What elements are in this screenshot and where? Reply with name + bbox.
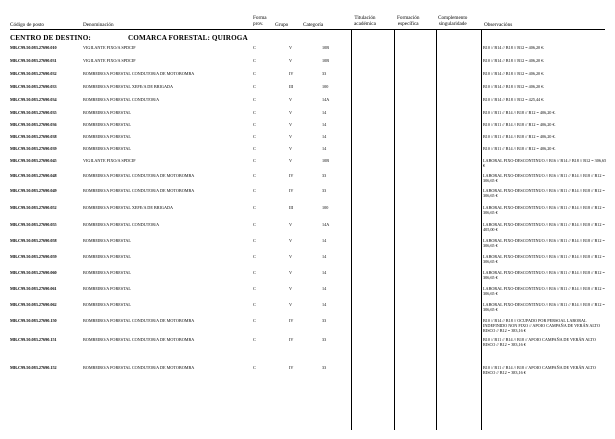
cell-grupo: IV — [289, 318, 294, 323]
cell-grupo: V — [289, 238, 293, 243]
cell-denominacion: BOMBEIRO/A FORESTAL — [83, 254, 131, 259]
cell-denominacion: BOMBEIRO/A FORESTAL — [83, 270, 131, 275]
cell-forma-prov: C — [253, 122, 256, 127]
header-titulacion: Titulación académica — [354, 15, 376, 27]
cell-observacions: LABORAL FIXO-DESCONTINUO // B16 // B11 // B14 // B18 // B12 = 405,00 € — [483, 222, 605, 233]
header-categoria: Categoría — [303, 22, 324, 28]
cell-grupo: IV — [289, 337, 294, 342]
cell-forma-prov: C — [253, 45, 256, 50]
cell-denominacion: BOMBEIRO/A FORESTAL CONDUTOR/A — [83, 222, 160, 227]
cell-codigo: MR.C99.50.083.27690.031 — [10, 58, 57, 63]
cell-forma-prov: C — [253, 238, 256, 243]
cell-codigo: MR.C99.50.083.27690.061 — [10, 286, 57, 291]
cell-denominacion: BOMBEIRO/A FORESTAL — [83, 134, 131, 139]
cell-denominacion: BOMBEIRO/A FORESTAL — [83, 146, 131, 151]
header-forma-prov: Forma prov. — [253, 15, 267, 27]
cell-categoria: 10B — [322, 158, 329, 163]
cell-forma-prov: C — [253, 71, 256, 76]
cell-observacions: LABORAL FIXO-DESCONTINUO // B16 // B14 // B18 // B12 = 306,65 € — [483, 158, 607, 169]
cell-denominacion: BOMBEIRO/A FORESTAL — [83, 238, 131, 243]
cell-categoria: 33 — [322, 365, 327, 370]
cell-denominacion: BOMBEIRO/A FORESTAL — [83, 122, 131, 127]
cell-observacions: B10 // B11 // B14 // B18 // B12 = 406,20 €. — [483, 122, 556, 127]
cell-categoria: 14A — [322, 222, 330, 227]
cell-grupo: IV — [289, 365, 294, 370]
cell-grupo: III — [289, 84, 294, 89]
cell-categoria: 14 — [322, 302, 327, 307]
cell-categoria: 10B — [322, 58, 329, 63]
cell-forma-prov: C — [253, 365, 256, 370]
cell-denominacion: BOMBEIRO/A FORESTAL CONDUTOR/A DE MOTOBOMBA — [83, 173, 195, 178]
cell-codigo: MR.C99.50.083.27690.033 — [10, 84, 57, 89]
column-divider — [394, 30, 395, 430]
cell-observacions: LABORAL FIXO-DESCONTINUO // B16 // B11 // B14 // B18 // B12 = 306,65 € — [483, 205, 605, 216]
cell-categoria: 14 — [322, 122, 327, 127]
cell-denominacion: BOMBEIRO/A FORESTAL — [83, 286, 131, 291]
cell-codigo: MR.C99.50.083.27690.010 — [10, 45, 57, 50]
cell-observacions: LABORAL FIXO-DESCONTINUO // B16 // B11 // B14 // B18 // B12 = 306,65 € — [483, 188, 605, 199]
cell-denominacion: BOMBEIRO/A FORESTAL CONDUTOR/A DE MOTOBOMBA — [83, 188, 195, 193]
cell-denominacion: BOMBEIRO/A FORESTAL — [83, 110, 131, 115]
cell-grupo: V — [289, 58, 293, 63]
cell-denominacion: BOMBEIRO/A FORESTAL XEFE/A DE BRIGADA — [83, 84, 174, 89]
cell-grupo: V — [289, 45, 293, 50]
header-denominacion: Denominación — [83, 22, 114, 28]
cell-categoria: 14 — [322, 146, 327, 151]
cell-grupo: V — [289, 122, 293, 127]
centro-value: COMARCA FORESTAL: QUIROGA — [128, 34, 248, 42]
cell-categoria: 10B — [322, 45, 329, 50]
cell-codigo: MR.C99.50.083.27690.034 — [10, 97, 57, 102]
cell-categoria: 100 — [322, 84, 329, 89]
cell-categoria: 33 — [322, 318, 327, 323]
cell-codigo: MR.C99.50.083.27690.151 — [10, 337, 57, 342]
header-formacion: Formación específica — [397, 15, 420, 27]
cell-codigo: MR.C99.50.083.27690.062 — [10, 302, 57, 307]
centro-label: CENTRO DE DESTINO: — [10, 34, 91, 42]
cell-grupo: IV — [289, 71, 294, 76]
cell-codigo: MR.C99.50.083.27690.058 — [10, 238, 57, 243]
cell-codigo: MR.C99.50.083.27690.032 — [10, 71, 57, 76]
cell-observacions: B10 // B14 // B18 // B12 = 406,20 €. — [483, 58, 545, 63]
cell-forma-prov: C — [253, 254, 256, 259]
cell-categoria: 14 — [322, 286, 327, 291]
cell-categoria: 14A — [322, 97, 330, 102]
cell-denominacion: VIGILANTE FIXO/A SPDCIF — [83, 45, 136, 50]
cell-forma-prov: C — [253, 205, 256, 210]
cell-categoria: 14 — [322, 238, 327, 243]
header-rule — [10, 29, 605, 30]
cell-denominacion: BOMBEIRO/A FORESTAL CONDUTOR/A DE MOTOBOMBA — [83, 71, 195, 76]
column-divider — [351, 30, 352, 430]
cell-categoria: 33 — [322, 173, 327, 178]
cell-observacions: B10 // B11 // B14 // B18 // B12 = 406,20 €. — [483, 134, 556, 139]
cell-codigo: MR.C99.50.083.27690.049 — [10, 188, 57, 193]
cell-codigo: MR.C99.50.083.27690.045 — [10, 158, 57, 163]
cell-observacions: B10 // B14 // B18 // OCUPADO POR PERSOAL LABORAL INDEFINIDO NON FIXO // APOIO CAMPAÑA DE VERÁN ALTO RISCO // B12 = 383,16 € — [483, 318, 601, 334]
cell-forma-prov: C — [253, 110, 256, 115]
cell-observacions: LABORAL FIXO-DESCONTINUO // B16 // B11 // B14 // B18 // B12 = 306,65 € — [483, 270, 605, 281]
cell-codigo: MR.C99.50.083.27690.052 — [10, 205, 57, 210]
cell-grupo: V — [289, 110, 293, 115]
cell-codigo: MR.C99.50.083.27690.038 — [10, 134, 57, 139]
cell-codigo: MR.C99.50.083.27690.060 — [10, 270, 57, 275]
cell-codigo: MR.C99.50.083.27690.048 — [10, 173, 57, 178]
column-divider — [436, 30, 437, 430]
cell-grupo: V — [289, 134, 293, 139]
cell-observacions: LABORAL FIXO-DESCONTINUO // B16 // B11 // B14 // B18 // B12 = 306,65 € — [483, 302, 605, 313]
cell-denominacion: BOMBEIRO/A FORESTAL — [83, 302, 131, 307]
header-grupo: Grupo — [275, 22, 289, 28]
cell-categoria: 14 — [322, 134, 327, 139]
centro-destino — [10, 34, 248, 42]
cell-grupo: III — [289, 205, 294, 210]
cell-denominacion: BOMBEIRO/A FORESTAL CONDUTOR/A DE MOTOBOMBA — [83, 365, 195, 370]
cell-forma-prov: C — [253, 158, 256, 163]
cell-grupo: V — [289, 158, 293, 163]
cell-grupo: IV — [289, 188, 294, 193]
cell-observacions: B10 // B14 // B18 // B12 = 406,20 €. — [483, 71, 545, 76]
cell-observacions: B10 // B14 // B18 // B12 = 425,44 €. — [483, 97, 545, 102]
cell-denominacion: BOMBEIRO/A FORESTAL XEFE/A DE BRIGADA — [83, 205, 174, 210]
cell-forma-prov: C — [253, 270, 256, 275]
cell-forma-prov: C — [253, 286, 256, 291]
cell-grupo: V — [289, 270, 293, 275]
header-observacions: Observacións — [484, 22, 513, 28]
cell-forma-prov: C — [253, 173, 256, 178]
cell-observacions: B10 // B14 // B18 // B12 = 406,20 €. — [483, 45, 545, 50]
cell-codigo: MR.C99.50.083.27690.036 — [10, 122, 57, 127]
cell-observacions: B10 // B14 // B18 // B12 = 406,20 €. — [483, 84, 545, 89]
cell-categoria: 33 — [322, 188, 327, 193]
cell-observacions: B10 // B11 // B14 // B18 // B12 = 406,20 €. — [483, 110, 556, 115]
cell-categoria: 33 — [322, 337, 327, 342]
cell-grupo: V — [289, 97, 293, 102]
cell-grupo: V — [289, 286, 293, 291]
cell-codigo: MR.C99.50.083.27690.055 — [10, 222, 57, 227]
cell-categoria: 14 — [322, 254, 327, 259]
cell-observacions: LABORAL FIXO-DESCONTINUO // B16 // B11 // B14 // B18 // B12 = 306,65 € — [483, 238, 605, 249]
cell-forma-prov: C — [253, 134, 256, 139]
cell-grupo: V — [289, 302, 293, 307]
cell-observacions: B10 // B11 // B14 // B18 // APOIO CAMPAÑA DE VERÁN ALTO RISCO // B12 = 383,16 € — [483, 337, 596, 348]
header-codigo: Código de posto — [10, 22, 45, 28]
header-complemento: Complemento singularidade — [438, 15, 468, 27]
cell-codigo: MR.C99.50.083.27690.059 — [10, 254, 57, 259]
cell-categoria: 33 — [322, 71, 327, 76]
cell-forma-prov: C — [253, 58, 256, 63]
cell-categoria: 14 — [322, 110, 327, 115]
cell-forma-prov: C — [253, 84, 256, 89]
cell-grupo: V — [289, 146, 293, 151]
cell-observacions: LABORAL FIXO-DESCONTINUO // B16 // B11 // B14 // B18 // B12 = 306,65 € — [483, 173, 605, 184]
cell-grupo: V — [289, 222, 293, 227]
cell-denominacion: BOMBEIRO/A FORESTAL CONDUTOR/A — [83, 97, 160, 102]
cell-forma-prov: C — [253, 318, 256, 323]
cell-codigo: MR.C99.50.083.27690.152 — [10, 365, 57, 370]
cell-grupo: IV — [289, 173, 294, 178]
cell-grupo: V — [289, 254, 293, 259]
cell-observacions: LABORAL FIXO-DESCONTINUO // B16 // B11 // B14 // B18 // B12 = 306,65 € — [483, 254, 605, 265]
cell-forma-prov: C — [253, 337, 256, 342]
cell-forma-prov: C — [253, 146, 256, 151]
cell-denominacion: VIGILANTE FIXO/A SPDCIF — [83, 158, 136, 163]
cell-denominacion: BOMBEIRO/A FORESTAL CONDUTOR/A DE MOTOBOMBA — [83, 337, 195, 342]
cell-forma-prov: C — [253, 222, 256, 227]
cell-observacions: B10 // B11 // B14 // B18 // APOIO CAMPAÑA DE VERÁN ALTO RISCO // B12 = 383,16 € — [483, 365, 596, 376]
cell-categoria: 14 — [322, 270, 327, 275]
cell-denominacion: VIGILANTE FIXO/A SPDCIF — [83, 58, 136, 63]
column-divider — [481, 30, 482, 430]
cell-forma-prov: C — [253, 188, 256, 193]
cell-forma-prov: C — [253, 302, 256, 307]
cell-codigo: MR.C99.50.083.27690.039 — [10, 146, 57, 151]
cell-observacions: B10 // B11 // B14 // B18 // B12 = 406,20 €. — [483, 146, 556, 151]
cell-observacions: LABORAL FIXO-DESCONTINUO // B16 // B11 // B14 // B18 // B12 = 306,65 € — [483, 286, 605, 297]
cell-codigo: MR.C99.50.083.27690.035 — [10, 110, 57, 115]
cell-denominacion: BOMBEIRO/A FORESTAL CONDUTOR/A DE MOTOBOMBA — [83, 318, 195, 323]
cell-categoria: 100 — [322, 205, 329, 210]
cell-forma-prov: C — [253, 97, 256, 102]
cell-codigo: MR.C99.50.083.27690.150 — [10, 318, 57, 323]
